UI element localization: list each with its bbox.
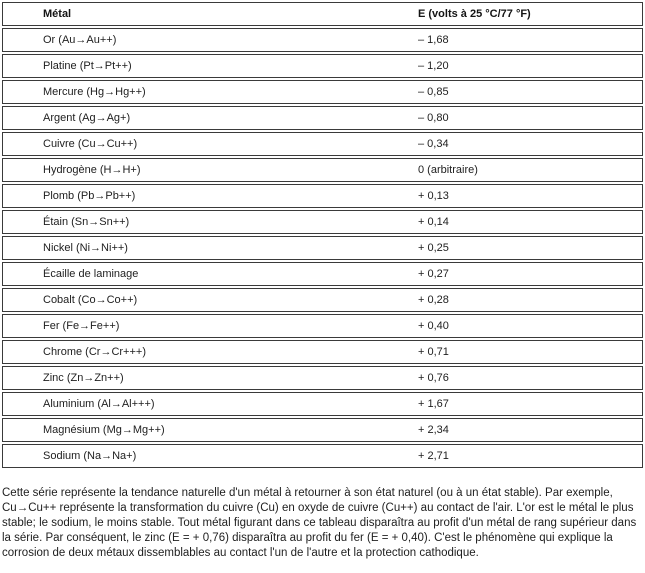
cell-metal: Mercure (Hg→Hg++) — [43, 86, 146, 98]
table-row — [2, 366, 643, 390]
cell-e-value: + 0,25 — [418, 242, 449, 254]
table-row — [2, 262, 643, 286]
cell-metal: Platine (Pt→Pt++) — [43, 60, 132, 72]
cell-metal: Étain (Sn→Sn++) — [43, 216, 130, 228]
table-row — [2, 80, 643, 104]
cell-e-value: + 0,71 — [418, 346, 449, 358]
cell-metal: Magnésium (Mg→Mg++) — [43, 424, 165, 436]
explanatory-paragraph: Cette série représente la tendance naturelle d'un métal à retourner à son état naturel (ou à un état stable). Par exemple, Cu→Cu++ représente la transformation du cuivre (Cu) en oxyde de cuivre (Cu++) au contact de l'air. L'or est le métal le plus stable; le sodium, le moins stable. Tout métal figurant dans ce tableau disparaîtra au profit d'un métal de rang supérieur dans la série. Par conséquent, le zinc (E = + 0,76) disparaîtra au profit du fer (E = + 0,40). C'est le phénomène qui explique la corrosion de deux métaux dissemblables au contact l'un de l'autre et la protection cathodique. — [2, 487, 637, 559]
cell-e-value: + 2,34 — [418, 424, 449, 436]
table-body — [2, 28, 643, 468]
cell-e-value: – 0,80 — [418, 112, 449, 124]
cell-e-value: 0 (arbitraire) — [418, 164, 478, 176]
table-row — [2, 106, 643, 130]
cell-metal: Hydrogène (H→H+) — [43, 164, 141, 176]
cell-metal: Or (Au→Au++) — [43, 34, 117, 46]
cell-metal: Fer (Fe→Fe++) — [43, 320, 120, 332]
table-row — [2, 28, 643, 52]
cell-e-value: + 0,28 — [418, 294, 449, 306]
table-header-row — [2, 2, 643, 26]
cell-e-value: + 0,40 — [418, 320, 449, 332]
table-row — [2, 184, 643, 208]
table-row — [2, 236, 643, 260]
cell-e-value: + 0,14 — [418, 216, 449, 228]
cell-e-value: + 0,27 — [418, 268, 449, 280]
cell-metal: Nickel (Ni→Ni++) — [43, 242, 128, 254]
table-row — [2, 132, 643, 156]
electrochemical-series-table — [2, 2, 643, 468]
column-header-e-volts: E (volts à 25 °C/77 °F) — [418, 8, 531, 20]
table-row — [2, 444, 643, 468]
cell-metal: Cobalt (Co→Co++) — [43, 294, 138, 306]
table-row — [2, 392, 643, 416]
cell-metal: Cuivre (Cu→Cu++) — [43, 138, 138, 150]
cell-e-value: + 0,13 — [418, 190, 449, 202]
cell-e-value: + 0,76 — [418, 372, 449, 384]
cell-metal: Aluminium (Al→Al+++) — [43, 398, 155, 410]
cell-metal: Écaille de laminage — [43, 268, 139, 280]
cell-metal: Zinc (Zn→Zn++) — [43, 372, 124, 384]
cell-metal: Chrome (Cr→Cr+++) — [43, 346, 146, 358]
cell-metal: Argent (Ag→Ag+) — [43, 112, 131, 124]
cell-metal: Plomb (Pb→Pb++) — [43, 190, 136, 202]
table-row — [2, 210, 643, 234]
table-row — [2, 54, 643, 78]
table-row — [2, 158, 643, 182]
cell-e-value: + 2,71 — [418, 450, 449, 462]
cell-e-value: + 1,67 — [418, 398, 449, 410]
table-row — [2, 288, 643, 312]
cell-metal: Sodium (Na→Na+) — [43, 450, 137, 462]
table-row — [2, 418, 643, 442]
table-row — [2, 314, 643, 338]
column-header-metal: Métal — [43, 8, 72, 20]
table-row — [2, 340, 643, 364]
cell-e-value: – 0,34 — [418, 138, 449, 150]
cell-e-value: – 1,68 — [418, 34, 449, 46]
cell-e-value: – 1,20 — [418, 60, 449, 72]
cell-e-value: – 0,85 — [418, 86, 449, 98]
